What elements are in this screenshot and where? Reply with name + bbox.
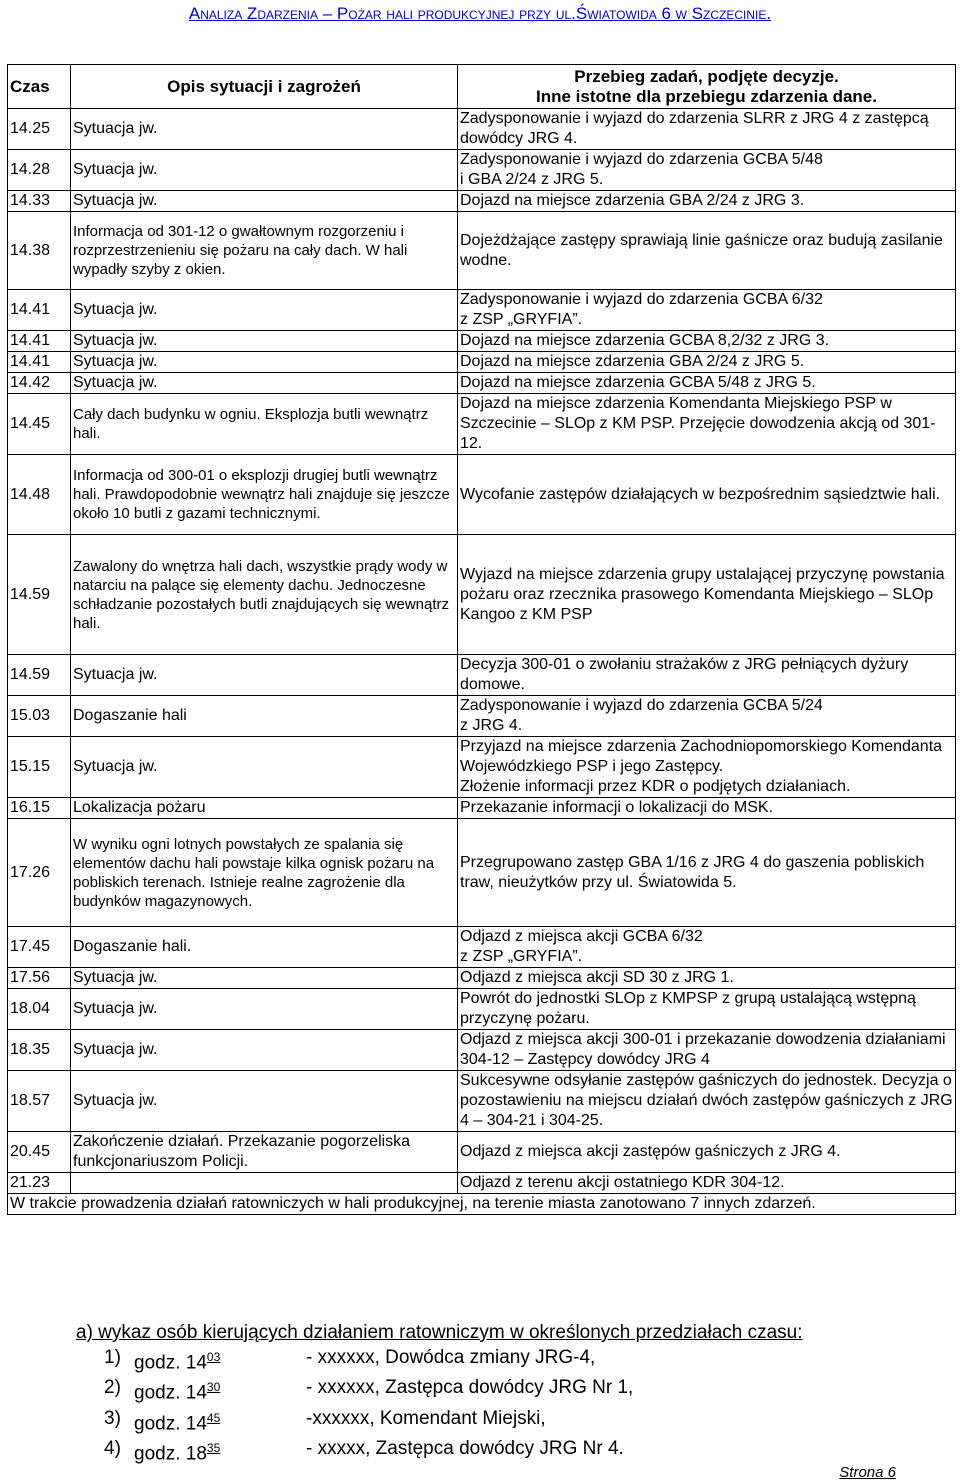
cell-time: 18.04 [8,989,71,1030]
commander-description: - xxxxxx, Zastępca dowódcy JRG Nr 1, [306,1377,634,1399]
commander-number: 1) [104,1347,121,1368]
table-header-row [8,65,956,109]
table-row [8,1030,956,1071]
cell-description: Sytuacja jw. [71,1071,458,1132]
commander-time-minutes: 35 [206,1440,221,1455]
table-row [8,212,956,290]
commander-number: 4) [104,1437,121,1459]
table-row [8,109,956,150]
commander-time-minutes: 03 [206,1350,221,1364]
cell-description: Cały dach budynku w ogniu. Eksplozja butli wewnątrz hali. [71,394,458,455]
table-row [8,737,956,798]
column-header-time: Czas [8,65,71,109]
commander-time-hour: godz. 18 [134,1443,207,1465]
incident-timeline-table [7,64,956,1215]
cell-description: Sytuacja jw. [71,989,458,1030]
cell-description: Sytuacja jw. [71,1030,458,1071]
commander-item [76,1345,956,1375]
cell-time: 18.57 [8,1071,71,1132]
table-row [8,655,956,696]
cell-description: Sytuacja jw. [71,373,458,394]
commander-time-minutes: 30 [206,1380,221,1395]
cell-time: 21.23 [8,1173,71,1194]
column-header-description: Opis sytuacji i zagrożeń [71,65,458,109]
table-row [8,331,956,352]
cell-description: Sytuacja jw. [71,968,458,989]
table-row [8,455,956,535]
cell-time: 14.59 [8,535,71,655]
cell-description: Sytuacja jw. [71,655,458,696]
cell-time: 14.33 [8,191,71,212]
commander-item [76,1375,956,1405]
commander-item [76,1436,956,1466]
table-body [8,109,956,1194]
table-row [8,819,956,927]
cell-progress: Wycofanie zastępów działających w bezpośrednim sąsiedztwie hali. [458,455,956,535]
cell-progress: Zadysponowanie i wyjazd do zdarzenia SLRR z JRG 4 z zastępcą dowódcy JRG 4. [458,109,956,150]
cell-description: Informacja od 301-12 o gwałtownym rozgorzeniu i rozprzestrzenieniu się pożaru na cały dach. W hali wypadły szyby z okien. [71,212,458,290]
cell-time: 17.26 [8,819,71,927]
cell-time: 17.45 [8,927,71,968]
table-row [8,798,956,819]
table-row [8,1132,956,1173]
table-row [8,352,956,373]
commander-description: - xxxxxx, Dowódca zmiany JRG-4, [306,1347,596,1368]
table-row [8,989,956,1030]
cell-progress: Dojeżdżające zastępy sprawiają linie gaśnicze oraz budują zasilanie wodne. [458,212,956,290]
table-row [8,696,956,737]
cell-description: Sytuacja jw. [71,290,458,331]
cell-description: Informacja od 300-01 o eksplozji drugiej butli wewnątrz hali. Prawdopodobnie wewnątrz hali znajduje się jeszcze około 10 butli z gazami technicznymi. [71,455,458,535]
cell-description: Zawalony do wnętrza hali dach, wszystkie prądy wody w natarciu na palące się elementy dachu. Jednoczesne schładzanie pozostałych butli znajdujących się wewnątrz hali. [71,535,458,655]
cell-time: 18.35 [8,1030,71,1071]
cell-time: 14.41 [8,331,71,352]
cell-time: 15.03 [8,696,71,737]
cell-progress: Odjazd z miejsca akcji zastępów gaśniczych z JRG 4. [458,1132,956,1173]
commander-time-hour: godz. 14 [134,1352,207,1374]
cell-progress: Przegrupowano zastęp GBA 1/16 z JRG 4 do gaszenia pobliskich traw, nieużytków przy ul. Światowida 5. [458,819,956,927]
cell-progress: Dojazd na miejsce zdarzenia GBA 2/24 z JRG 5. [458,352,956,373]
cell-time: 14.59 [8,655,71,696]
table-row [8,290,956,331]
cell-progress: Zadysponowanie i wyjazd do zdarzenia GCBA 5/48 i GBA 2/24 z JRG 5. [458,150,956,191]
cell-time: 16.15 [8,798,71,819]
cell-description: Dogaszanie hali. [71,927,458,968]
cell-progress: Przekazanie informacji o lokalizacji do MSK. [458,798,956,819]
cell-time: 14.45 [8,394,71,455]
cell-description: Sytuacja jw. [71,109,458,150]
table-row [8,373,956,394]
cell-time: 14.48 [8,455,71,535]
cell-time: 14.42 [8,373,71,394]
cell-time: 14.38 [8,212,71,290]
cell-progress: Wyjazd na miejsce zdarzenia grupy ustalającej przyczynę powstania pożaru oraz rzecznika prasowego Komendanta Miejskiego – SLOp Kangoo z KM PSP [458,535,956,655]
cell-progress: Odjazd z terenu akcji ostatniego KDR 304-12. [458,1173,956,1194]
cell-time: 14.41 [8,290,71,331]
cell-description: Zakończenie działań. Przekazanie pogorzeliska funkcjonariuszom Policji. [71,1132,458,1173]
cell-description: Sytuacja jw. [71,737,458,798]
commander-description: -xxxxxx, Komendant Miejski, [306,1407,546,1429]
cell-description: Sytuacja jw. [71,191,458,212]
cell-description [71,1173,458,1194]
cell-progress: Zadysponowanie i wyjazd do zdarzenia GCBA 5/24 z JRG 4. [458,696,956,737]
commander-number: 3) [104,1407,121,1429]
cell-time: 14.25 [8,109,71,150]
cell-description: Sytuacja jw. [71,331,458,352]
cell-description: Sytuacja jw. [71,352,458,373]
cell-time: 14.41 [8,352,71,373]
cell-description: Dogaszanie hali [71,696,458,737]
cell-progress: Dojazd na miejsce zdarzenia Komendanta Miejskiego PSP w Szczecinie – SLOp z KM PSP. Przejęcie dowodzenia akcją od 301-12. [458,394,956,455]
cell-progress: Odjazd z miejsca akcji 300-01 i przekazanie dowodzenia działaniami 304-12 – Zastępcy dowódcy JRG 4 [458,1030,956,1071]
table-row [8,1071,956,1132]
document-header: Analiza Zdarzenia – Pożar hali produkcyjnej przy ul.Światowida 6 w Szczecinie. [188,4,772,23]
commander-time [134,1406,306,1436]
cell-time: 14.28 [8,150,71,191]
column-header-progress: Przebieg zadań, podjęte decyzje. Inne istotne dla przebiegu zdarzenia dane. [458,65,956,109]
cell-progress: Dojazd na miejsce zdarzenia GBA 2/24 z JRG 3. [458,191,956,212]
commander-description: - xxxxx, Zastępca dowódcy JRG Nr 4. [306,1437,624,1459]
table-row [8,150,956,191]
commander-number: 2) [104,1377,121,1399]
cell-progress: Powrót do jednostki SLOp z KMPSP z grupą ustalającą wstępną przyczynę pożaru. [458,989,956,1030]
table-row [8,191,956,212]
commander-time [134,1375,306,1405]
table-final-note-row [8,1194,956,1215]
cell-time: 17.56 [8,968,71,989]
commander-time-hour: godz. 14 [134,1382,207,1404]
cell-time: 15.15 [8,737,71,798]
final-note: W trakcie prowadzenia działań ratowniczych w hali produkcyjnej, na terenie miasta zanotowano 7 innych zdarzeń. [8,1194,956,1215]
cell-time: 20.45 [8,1132,71,1173]
cell-progress: Decyzja 300-01 o zwołaniu strażaków z JRG pełniących dyżury domowe. [458,655,956,696]
cell-progress: Odjazd z miejsca akcji SD 30 z JRG 1. [458,968,956,989]
commander-item [76,1406,956,1436]
commanders-title: a) wykaz osób kierujących działaniem ratowniczym w określonych przedziałach czasu: [76,1322,803,1343]
commander-time-minutes: 45 [206,1410,221,1425]
commanders-list [76,1345,956,1466]
page-number: Strona 6 [839,1464,896,1481]
cell-description: W wyniku ogni lotnych powstałych ze spalania się elementów dachu hali powstaje kilka ognisk pożaru na pobliskich terenach. Istnieje realne zagrożenie dla budynków magazynowych. [71,819,458,927]
table-row [8,1173,956,1194]
cell-progress: Przyjazd na miejsce zdarzenia Zachodniopomorskiego Komendanta Wojewódzkiego PSP i jego Zastępcy. Złożenie informacji przez KDR o podjętych działaniach. [458,737,956,798]
table-row [8,968,956,989]
commanders-section [76,1320,956,1466]
table-row [8,394,956,455]
cell-progress: Zadysponowanie i wyjazd do zdarzenia GCBA 6/32 z ZSP „GRYFIA”. [458,290,956,331]
cell-progress: Odjazd z miejsca akcji GCBA 6/32 z ZSP „GRYFIA”. [458,927,956,968]
cell-progress: Sukcesywne odsyłanie zastępów gaśniczych do jednostek. Decyzja o pozostawieniu na miejscu działań dwóch zastępów gaśniczych z JRG 4 – 304-21 i 304-25. [458,1071,956,1132]
cell-progress: Dojazd na miejsce zdarzenia GCBA 8,2/32 z JRG 3. [458,331,956,352]
table-row [8,927,956,968]
commander-time-hour: godz. 14 [134,1412,207,1434]
table-row [8,535,956,655]
commander-time [134,1345,306,1375]
cell-description: Sytuacja jw. [71,150,458,191]
commander-time [134,1436,306,1466]
cell-description: Lokalizacja pożaru [71,798,458,819]
cell-progress: Dojazd na miejsce zdarzenia GCBA 5/48 z JRG 5. [458,373,956,394]
